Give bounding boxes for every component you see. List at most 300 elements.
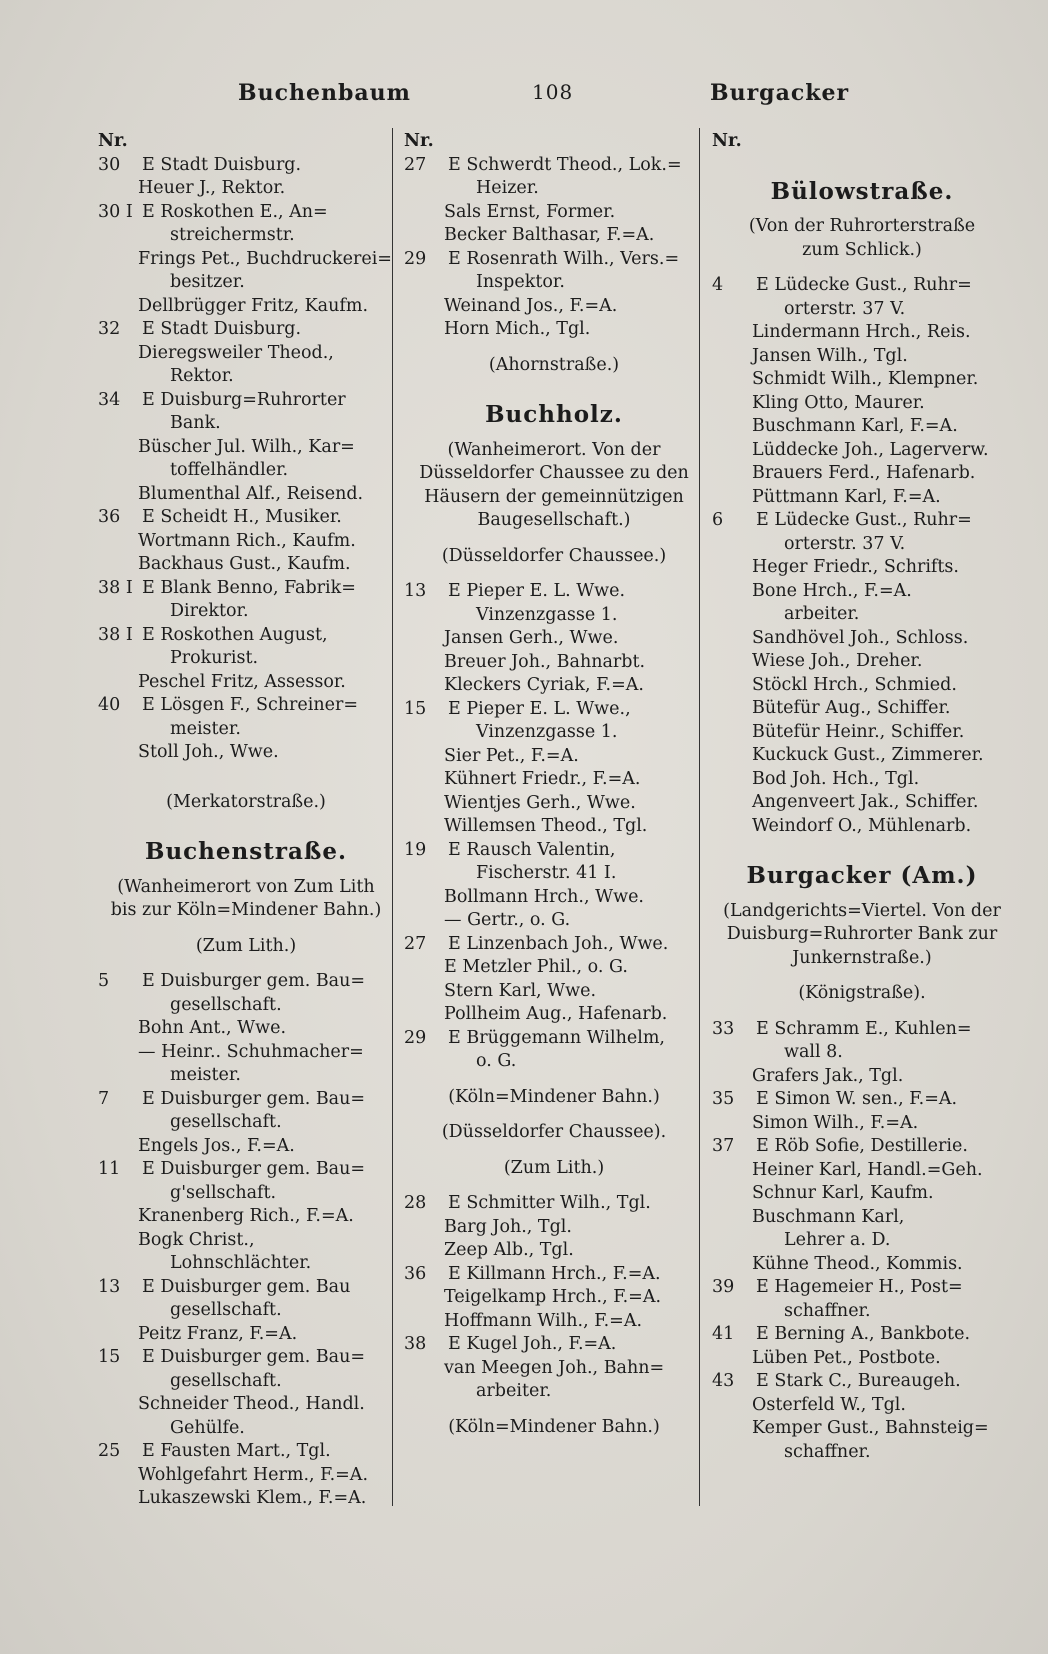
entry-text: Bank. xyxy=(170,413,221,433)
resident-entry xyxy=(712,791,1012,815)
spacer xyxy=(404,1180,704,1192)
house-number: 25 xyxy=(98,1441,121,1461)
entry-text: Breuer Joh., Bahnarbt. xyxy=(444,651,646,672)
house-entry xyxy=(98,389,394,413)
entry-text: E Schmitter Wilh., Tgl. xyxy=(448,1193,651,1213)
entry-text: Blumenthal Alf., Reisend. xyxy=(138,483,364,504)
house-entry xyxy=(404,1027,704,1051)
entry-continuation xyxy=(98,647,394,671)
entry-text: (Von der Ruhrorterstraße xyxy=(748,216,976,236)
entry-text: Prokurist. xyxy=(170,648,259,668)
resident-entry xyxy=(404,956,704,980)
resident-entry xyxy=(98,483,394,507)
entry-text: E Duisburger gem. Bau= xyxy=(142,971,366,991)
entry-text: Peitz Franz, F.=A. xyxy=(138,1323,298,1344)
entry-text: Lüben Pet., Postbote. xyxy=(752,1347,941,1368)
entry-continuation xyxy=(404,1380,704,1404)
entry-continuation xyxy=(712,1441,1012,1465)
entry-text: Engels Jos., F.=A. xyxy=(138,1135,295,1156)
entry-text: (Köln=Mindener Bahn.) xyxy=(448,1416,660,1437)
entry-continuation xyxy=(98,718,394,742)
entry-text: E Roskothen August, xyxy=(142,624,328,645)
entry-text: Wortmann Rich., Kaufm. xyxy=(138,530,356,551)
house-number: 38 xyxy=(404,1334,427,1354)
house-number: 35 xyxy=(712,1089,735,1109)
entry-text: Heger Friedr., Schrifts. xyxy=(752,557,959,577)
resident-entry xyxy=(712,1417,1012,1441)
entry-text: E Duisburger gem. Bau= xyxy=(142,1088,366,1109)
entry-text: Teigelkamp Hrch., F.=A. xyxy=(444,1287,662,1307)
house-entry xyxy=(98,1158,394,1182)
entry-text: Junkernstraße.) xyxy=(792,947,932,968)
entry-text: E Simon W. sen., F.=A. xyxy=(756,1089,958,1109)
resident-entry xyxy=(712,627,1012,651)
house-number: 7 xyxy=(98,1088,110,1109)
entry-text: Kling Otto, Maurer. xyxy=(752,392,925,413)
resident-entry xyxy=(712,1394,1012,1418)
entry-text: Bollmann Hrch., Wwe. xyxy=(444,886,644,907)
resident-entry xyxy=(712,650,1012,674)
entry-text: Lukaszewski Klem., F.=A. xyxy=(138,1488,367,1508)
spacer xyxy=(98,864,394,876)
street-note xyxy=(98,876,394,900)
entry-text: E Stadt Duisburg. xyxy=(142,319,302,339)
resident-entry xyxy=(404,1216,704,1240)
entry-continuation xyxy=(98,1111,394,1135)
entry-text: E Pieper E. L. Wwe. xyxy=(448,581,626,601)
entry-text: Lohnschlächter. xyxy=(170,1253,312,1273)
street-note xyxy=(98,899,394,923)
spacer xyxy=(404,533,704,545)
resident-entry xyxy=(712,1206,1012,1230)
entry-text: Inspektor. xyxy=(476,272,565,292)
entry-text: wall 8. xyxy=(784,1042,843,1062)
entry-text: E Duisburger gem. Bau xyxy=(142,1276,351,1297)
entry-continuation xyxy=(98,224,394,248)
spacer xyxy=(404,427,704,439)
entry-continuation xyxy=(98,365,394,389)
entry-text: Häusern der gemeinnützigen xyxy=(424,486,684,507)
entry-text: E Duisburger gem. Bau= xyxy=(142,1347,366,1367)
house-entry xyxy=(98,318,394,342)
house-number: 29 xyxy=(404,1027,427,1048)
entry-text: E Duisburg=Ruhrorter xyxy=(142,389,346,410)
house-entry xyxy=(712,1018,1012,1042)
resident-entry xyxy=(712,1182,1012,1206)
spacer xyxy=(712,888,1012,900)
entry-text: Bütefür Aug., Schiffer. xyxy=(752,698,951,718)
resident-entry xyxy=(712,1159,1012,1183)
entry-text: Heiner Karl, Handl.=Geh. xyxy=(752,1159,983,1180)
entry-text: Lüddecke Joh., Lagerverw. xyxy=(752,439,989,460)
resident-entry xyxy=(404,792,704,816)
entry-continuation xyxy=(404,177,704,201)
entry-text: Weinand Jos., F.=A. xyxy=(444,295,618,316)
entry-text: gesellschaft. xyxy=(170,1300,282,1320)
entry-text: Schneider Theod., Handl. xyxy=(138,1394,365,1414)
street-note xyxy=(404,439,704,463)
house-number: 38 I xyxy=(98,624,133,645)
entry-text: Horn Mich., Tgl. xyxy=(444,319,591,339)
entry-text: E Metzler Phil., o. G. xyxy=(444,957,628,977)
entry-text: schaffner. xyxy=(784,1300,871,1321)
entry-text: Bütefür Heinr., Schiffer. xyxy=(752,721,965,742)
entry-text: Bod Joh. Hch., Tgl. xyxy=(752,768,920,789)
street-heading xyxy=(404,403,704,427)
entry-text: arbeiter. xyxy=(476,1381,552,1401)
entry-text: Bone Hrch., F.=A. xyxy=(752,580,912,601)
resident-entry xyxy=(98,1323,394,1347)
entry-text: Backhaus Gust., Kaufm. xyxy=(138,554,351,574)
entry-continuation xyxy=(712,1229,1012,1253)
resident-entry xyxy=(98,248,394,272)
entry-text: E Lösgen F., Schreiner= xyxy=(142,695,359,715)
house-number: 19 xyxy=(404,839,427,860)
running-head-left: Buchenbaum xyxy=(238,80,411,106)
house-entry xyxy=(98,577,394,601)
entry-text: Stöckl Hrch., Schmied. xyxy=(752,674,957,695)
street-note xyxy=(712,947,1012,971)
resident-entry xyxy=(712,580,1012,604)
spacer xyxy=(404,377,704,403)
entry-text: meister. xyxy=(170,718,241,739)
entry-text: Jansen Gerh., Wwe. xyxy=(444,628,619,648)
entry-text: Direktor. xyxy=(170,601,249,621)
entry-text: orterstr. 37 V. xyxy=(784,298,906,319)
entry-text: Duisburg=Ruhrorter Bank zur xyxy=(726,924,998,944)
entry-text: — Heinr.. Schuhmacher= xyxy=(138,1041,364,1062)
entry-text: (Merkatorstraße.) xyxy=(166,791,326,812)
column-nr-label: Nr. xyxy=(98,131,128,151)
resident-entry xyxy=(404,318,704,342)
house-entry xyxy=(712,1276,1012,1300)
resident-entry xyxy=(98,295,394,319)
entry-text: E Brüggemann Wilhelm, xyxy=(448,1027,665,1048)
resident-entry xyxy=(712,556,1012,580)
entry-continuation xyxy=(98,1370,394,1394)
entry-continuation xyxy=(404,721,704,745)
entry-continuation xyxy=(98,412,394,436)
entry-text: Wiese Joh., Dreher. xyxy=(752,651,923,671)
house-number: 37 xyxy=(712,1136,735,1156)
spacer xyxy=(712,1006,1012,1018)
entry-text: Heizer. xyxy=(476,178,539,198)
resident-entry xyxy=(712,415,1012,439)
entry-text: E Scheidt H., Musiker. xyxy=(142,507,342,527)
street-note xyxy=(98,935,394,959)
house-entry xyxy=(712,1135,1012,1159)
resident-entry xyxy=(98,177,394,201)
entry-text: E Duisburger gem. Bau= xyxy=(142,1159,366,1179)
spacer xyxy=(98,765,394,791)
entry-text: Vinzenzgasse 1. xyxy=(476,604,618,625)
entry-text: E Roskothen E., An= xyxy=(142,201,328,222)
resident-entry xyxy=(404,1239,704,1263)
entry-text: besitzer. xyxy=(170,272,245,292)
entry-continuation xyxy=(98,600,394,624)
entry-text: Bohn Ant., Wwe. xyxy=(138,1018,287,1038)
entry-text: E Killmann Hrch., F.=A. xyxy=(448,1263,661,1284)
resident-entry xyxy=(712,1253,1012,1277)
street-heading xyxy=(712,864,1012,888)
house-number: 34 xyxy=(98,389,121,410)
house-number: 5 xyxy=(98,971,110,991)
column-nr-label: Nr. xyxy=(712,131,742,151)
entry-text: Baugesellschaft.) xyxy=(477,510,631,530)
house-number: 39 xyxy=(712,1277,735,1297)
house-entry xyxy=(404,933,704,957)
resident-entry xyxy=(98,1229,394,1253)
entry-text: Stern Karl, Wwe. xyxy=(444,980,597,1001)
street-note xyxy=(712,900,1012,924)
house-entry xyxy=(404,698,704,722)
street-name: Buchenstraße. xyxy=(145,838,347,865)
street-note xyxy=(712,239,1012,263)
house-entry xyxy=(404,154,704,178)
resident-entry xyxy=(712,744,1012,768)
resident-entry xyxy=(98,1017,394,1041)
resident-entry xyxy=(404,1003,704,1027)
house-entry xyxy=(712,509,1012,533)
entry-text: (Düsseldorfer Chaussee.) xyxy=(441,545,667,566)
resident-entry xyxy=(404,674,704,698)
entry-text: E Kugel Joh., F.=A. xyxy=(448,1334,617,1354)
entry-text: Barg Joh., Tgl. xyxy=(444,1216,572,1237)
resident-entry xyxy=(712,368,1012,392)
house-entry xyxy=(98,201,394,225)
resident-entry xyxy=(98,741,394,765)
entry-text: orterstr. 37 V. xyxy=(784,533,906,554)
house-entry xyxy=(404,1333,704,1357)
entry-text: Vinzenzgasse 1. xyxy=(476,722,618,742)
street-note xyxy=(98,791,394,815)
house-number: 27 xyxy=(404,933,427,954)
street-note xyxy=(404,462,704,486)
entry-text: Düsseldorfer Chaussee zu den xyxy=(419,463,689,483)
street-note xyxy=(404,1416,704,1440)
spacer xyxy=(98,958,394,970)
house-number: 11 xyxy=(98,1159,121,1179)
resident-entry xyxy=(712,462,1012,486)
house-entry xyxy=(712,1370,1012,1394)
entry-continuation xyxy=(98,1417,394,1441)
entry-text: Buschmann Karl, F.=A. xyxy=(752,416,958,436)
spacer xyxy=(404,1145,704,1157)
entry-text: (Zum Lith.) xyxy=(195,935,297,956)
column-2 xyxy=(404,130,704,1439)
street-note xyxy=(404,1086,704,1110)
house-number: 13 xyxy=(98,1276,121,1297)
house-entry xyxy=(98,1088,394,1112)
entry-continuation xyxy=(98,459,394,483)
entry-text: Lindermann Hrch., Reis. xyxy=(752,322,971,342)
street-note xyxy=(712,215,1012,239)
entry-text: meister. xyxy=(170,1065,241,1085)
house-entry xyxy=(404,580,704,604)
resident-entry xyxy=(712,345,1012,369)
spacer xyxy=(712,203,1012,215)
resident-entry xyxy=(712,674,1012,698)
entry-text: Zeep Alb., Tgl. xyxy=(444,1240,574,1260)
resident-entry xyxy=(98,553,394,577)
street-heading xyxy=(98,840,394,864)
entry-text: schaffner. xyxy=(784,1441,871,1462)
entry-continuation xyxy=(712,1300,1012,1324)
spacer xyxy=(712,970,1012,982)
spacer xyxy=(404,342,704,354)
resident-entry xyxy=(404,1286,704,1310)
street-note xyxy=(404,545,704,569)
entry-text: — Gertr., o. G. xyxy=(444,910,571,930)
house-entry xyxy=(98,624,394,648)
entry-text: E Rosenrath Wilh., Vers.= xyxy=(448,248,680,269)
house-entry xyxy=(98,970,394,994)
entry-continuation xyxy=(98,1064,394,1088)
street-name: Burgacker (Am.) xyxy=(746,862,978,889)
house-number: 4 xyxy=(712,275,724,295)
resident-entry xyxy=(98,1487,394,1511)
entry-continuation xyxy=(98,1252,394,1276)
entry-text: E Lüdecke Gust., Ruhr= xyxy=(756,510,972,530)
entry-text: Büscher Jul. Wilh., Kar= xyxy=(138,436,355,457)
street-note xyxy=(404,1121,704,1145)
resident-entry xyxy=(98,530,394,554)
entry-text: (Zum Lith.) xyxy=(503,1157,605,1178)
entry-text: Weindorf O., Mühlenarb. xyxy=(752,815,972,836)
street-note xyxy=(712,982,1012,1006)
house-entry xyxy=(98,154,394,178)
house-number: 15 xyxy=(98,1347,121,1367)
entry-text: bis zur Köln=Mindener Bahn.) xyxy=(110,900,382,920)
house-entry xyxy=(404,1192,704,1216)
resident-entry xyxy=(712,1347,1012,1371)
street-note xyxy=(404,509,704,533)
house-number: 43 xyxy=(712,1371,735,1391)
resident-entry xyxy=(98,1041,394,1065)
resident-entry xyxy=(404,651,704,675)
resident-entry xyxy=(712,1112,1012,1136)
entry-text: Willemsen Theod., Tgl. xyxy=(444,816,648,836)
house-entry xyxy=(712,274,1012,298)
column-3 xyxy=(712,130,1012,1464)
entry-text: Dellbrügger Fritz, Kaufm. xyxy=(138,295,369,316)
entry-continuation xyxy=(98,1299,394,1323)
resident-entry xyxy=(404,886,704,910)
entry-text: (Ahornstraße.) xyxy=(488,354,620,375)
entry-text: g'sellschaft. xyxy=(170,1182,277,1203)
house-number: 40 xyxy=(98,695,121,715)
entry-text: Sandhövel Joh., Schloss. xyxy=(752,627,969,648)
spacer xyxy=(404,1109,704,1121)
entry-text: E Schramm E., Kuhlen= xyxy=(756,1018,972,1039)
resident-entry xyxy=(404,1310,704,1334)
street-heading xyxy=(712,177,1012,205)
entry-text: Fischerstr. 41 I. xyxy=(476,863,617,883)
entry-continuation xyxy=(712,1041,1012,1065)
entry-text: streichermstr. xyxy=(170,225,295,245)
entry-text: Jansen Wilh., Tgl. xyxy=(752,345,908,366)
spacer xyxy=(404,568,704,580)
resident-entry xyxy=(404,201,704,225)
house-number: 38 I xyxy=(98,577,133,598)
entry-text: Brauers Ferd., Hafenarb. xyxy=(752,463,976,483)
entry-text: Püttmann Karl, F.=A. xyxy=(752,486,941,507)
house-number: 30 I xyxy=(98,201,133,222)
street-note xyxy=(404,354,704,378)
entry-text: E Lüdecke Gust., Ruhr= xyxy=(756,275,972,295)
house-number: 41 xyxy=(712,1324,735,1344)
entry-text: Kemper Gust., Bahnsteig= xyxy=(752,1418,989,1438)
house-number: 32 xyxy=(98,319,121,339)
entry-text: (Köln=Mindener Bahn.) xyxy=(448,1086,660,1107)
entry-text: zum Schlick.) xyxy=(802,239,922,260)
entry-continuation xyxy=(404,862,704,886)
resident-entry xyxy=(404,815,704,839)
entry-text: Kühnert Friedr., F.=A. xyxy=(444,769,641,789)
resident-entry xyxy=(712,439,1012,463)
entry-text: Wohlgefahrt Herm., F.=A. xyxy=(138,1464,369,1485)
entry-text: E Röb Sofie, Destillerie. xyxy=(756,1136,968,1156)
entry-text: (Königstraße). xyxy=(798,983,926,1003)
entry-continuation xyxy=(712,603,1012,627)
entry-text: gesellschaft. xyxy=(170,1370,282,1391)
resident-entry xyxy=(404,909,704,933)
entry-text: Stoll Joh., Wwe. xyxy=(138,742,279,762)
resident-entry xyxy=(404,745,704,769)
resident-entry xyxy=(712,815,1012,839)
entry-text: E Rausch Valentin, xyxy=(448,839,616,860)
street-note xyxy=(404,1157,704,1181)
resident-entry xyxy=(98,342,394,366)
spacer xyxy=(404,1074,704,1086)
entry-text: Lehrer a. D. xyxy=(784,1230,891,1250)
entry-text: gesellschaft. xyxy=(170,1112,282,1132)
house-entry xyxy=(404,1263,704,1287)
entry-text: E Hagemeier H., Post= xyxy=(756,1277,963,1297)
entry-text: Sals Ernst, Former. xyxy=(444,201,616,222)
resident-entry xyxy=(712,768,1012,792)
resident-entry xyxy=(712,392,1012,416)
resident-entry xyxy=(404,1357,704,1381)
column-nr-label: Nr. xyxy=(404,131,434,151)
entry-continuation xyxy=(712,533,1012,557)
resident-entry xyxy=(712,721,1012,745)
resident-entry xyxy=(712,321,1012,345)
entry-text: (Wanheimerort von Zum Lith xyxy=(117,876,375,897)
house-entry xyxy=(712,1088,1012,1112)
entry-text: (Wanheimerort. Von der xyxy=(447,439,661,460)
entry-text: Gehülfe. xyxy=(170,1417,245,1438)
street-name: Buchholz. xyxy=(485,401,623,428)
house-number: 13 xyxy=(404,581,427,601)
street-name: Bülowstraße. xyxy=(770,177,954,205)
house-entry xyxy=(98,694,394,718)
entry-text: Kuckuck Gust., Zimmerer. xyxy=(752,745,984,765)
spacer xyxy=(712,262,1012,274)
entry-text: Buschmann Karl, xyxy=(752,1206,905,1227)
house-number: 6 xyxy=(712,510,724,530)
entry-text: Grafers Jak., Tgl. xyxy=(752,1065,904,1086)
entry-text: Kühne Theod., Kommis. xyxy=(752,1253,963,1274)
entry-text: E Berning A., Bankbote. xyxy=(756,1324,971,1344)
entry-text: o. G. xyxy=(476,1051,517,1071)
entry-text: E Schwerdt Theod., Lok.= xyxy=(448,154,682,175)
resident-entry xyxy=(98,436,394,460)
entry-continuation xyxy=(404,271,704,295)
entry-text: Angenveert Jak., Schiffer. xyxy=(752,792,979,812)
house-number: 36 xyxy=(98,507,121,527)
entry-continuation xyxy=(404,604,704,628)
